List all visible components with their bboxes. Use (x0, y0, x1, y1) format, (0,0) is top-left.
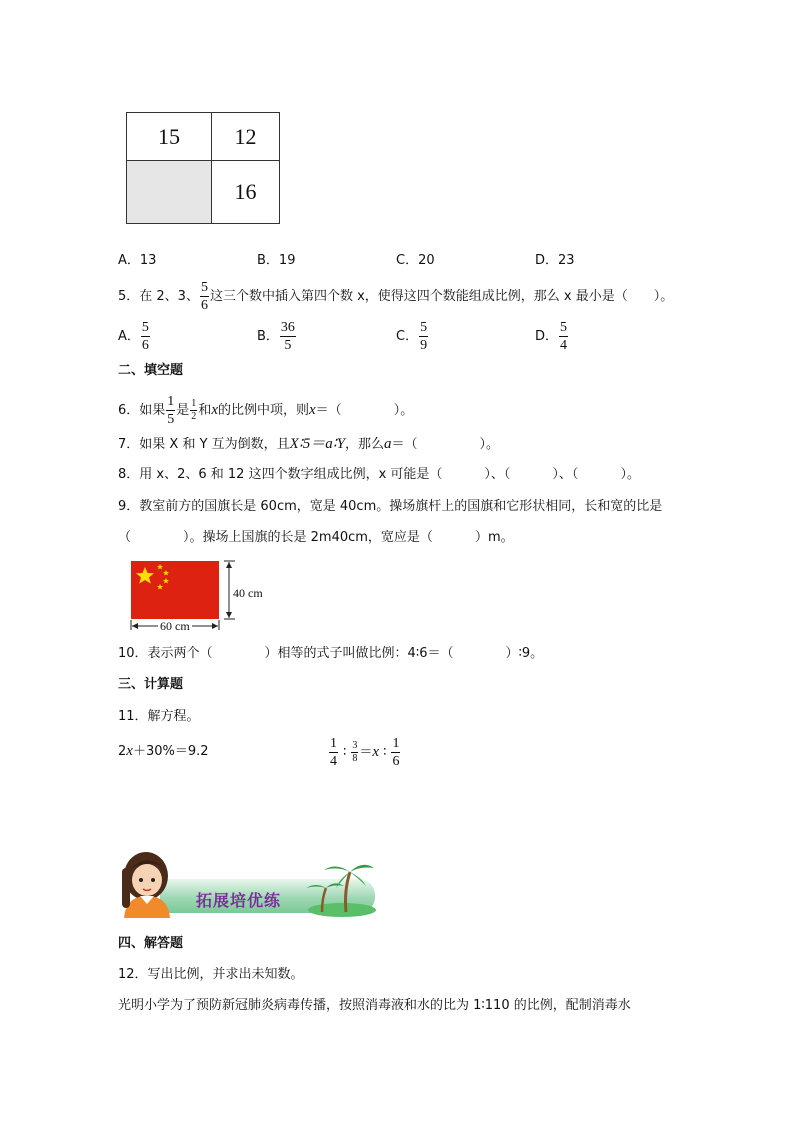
equation-2: $\frac{1}{4}$ ∶ $\frac{3}{8}$ ＝x ∶ $\frac{1}{6}$ (330, 736, 400, 769)
q5-option-a: A． $\frac{5}{6}$ (118, 320, 149, 353)
q5-option-b: B． $\frac{36}{5}$ (257, 320, 295, 353)
question-12-text: 光明小学为了预防新冠肺炎病毒传播，按照消毒液和水的比为 1∶110 的比例，配制消毒水 (118, 998, 631, 1013)
banner-title: 拓展培优练 (196, 891, 282, 910)
question-11-title: 11．解方程。 (118, 709, 200, 724)
question-6: 6．如果 $\frac{1}{5}$ 是 $\frac{1}{2}$ 和x的比例中项，则x＝（ ）。 (118, 394, 414, 427)
section-3-title: 三、计算题 (118, 677, 184, 692)
q4-option-a: A．13 (118, 253, 157, 268)
grid-cell-bottom-right: 16 (234, 179, 257, 204)
question-9-line-1: 9．教室前方的国旗长是 60cm，宽是 40cm。操场旗杆上的国旗和它形状相同，长和宽的比是 (118, 499, 663, 514)
question-8: 8．用 x、2、6 和 12 这四个数字组成比例，x 可能是（ ）、（ ）、（ ）。 (118, 467, 640, 482)
section-2-title: 二、填空题 (118, 363, 184, 378)
section-4-title: 四、解答题 (118, 936, 184, 951)
question-12-title: 12．写出比例，并求出未知数。 (118, 967, 304, 982)
q5-option-c: C． $\frac{5}{9}$ (396, 320, 428, 353)
q5-option-d: D． $\frac{5}{4}$ (535, 320, 568, 353)
question-7: 7．如果 X 和 Y 互为倒数，且X∶5＝a∶Y，那么a＝（ ）。 (118, 436, 500, 452)
flag-width-label: 60 cm (160, 619, 190, 633)
grid-cell-top-right: 12 (212, 113, 279, 161)
question-9-line-2: （ ）。操场上国旗的长是 2m40cm，宽应是（ ）m。 (118, 530, 514, 545)
question-10: 10．表示两个（ ）相等的式子叫做比例：4∶6＝（ ）∶9。 (118, 646, 544, 661)
number-grid (126, 112, 280, 224)
equation-1: 2x＋30%＝9.2 (118, 743, 209, 759)
flag-height-label: 40 cm (233, 586, 263, 600)
extension-practice-banner (116, 848, 378, 918)
grid-cell-top-left: 15 (127, 113, 212, 161)
girl-character-icon (116, 848, 186, 918)
grid-cell-unknown (127, 161, 212, 223)
q4-option-c: C．20 (396, 253, 435, 268)
question-5: 5．在 2、3、 $\frac{5}{6}$ 这三个数中插入第四个数 x，使得这四个数能组成比例，那么 x 最小是（ ）。 (118, 280, 674, 313)
q4-option-b: B．19 (257, 253, 296, 268)
q5-fraction: $\frac{5}{6}$ (200, 280, 208, 313)
palm-tree-icon (302, 854, 378, 918)
q4-option-d: D．23 (535, 253, 575, 268)
